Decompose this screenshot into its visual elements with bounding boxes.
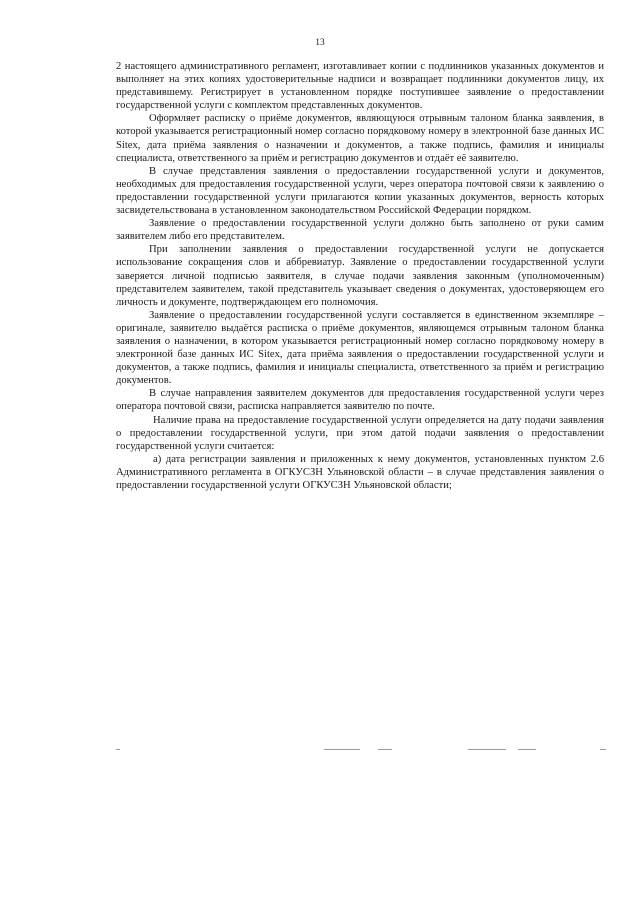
- scan-mark: [378, 749, 392, 750]
- scan-mark: [468, 749, 506, 750]
- paragraph-4: Заявление о предоставлении государственной услуги должно быть заполнено от руки самим заявителем либо его представителем.: [116, 218, 604, 243]
- paragraph-3: В случае представления заявления о предоставлении государственной услуги и документов, необходимых для предоставления государственной услуги, через оператора почтовой связи к заявлению о предоставлении государственной услуги прилагаются копии указанных документов, верность которых засвидетельствована в установленном законодательством Российской Федерации порядком.: [116, 165, 604, 217]
- scan-mark: [116, 749, 120, 750]
- scan-mark: [518, 749, 536, 750]
- page-number: 13: [315, 38, 325, 48]
- paragraph-8: Наличие права на предоставление государственной услуги определяется на дату подачи заявления о предоставлении государственной услуги, при этом датой подачи заявления о предоставлении государственной услуги считается:: [116, 414, 604, 452]
- paragraph-9: а) дата регистрации заявления и приложенных к нему документов, установленных пунктом 2.6 Административного регламента в ОГКУСЗН Ульяновской области – в случае представления заявления о предоставлении государственной услуги ОГКУСЗН Ульяновской области;: [116, 453, 604, 491]
- document-body: [116, 60, 604, 492]
- paragraph-1: 2 настоящего административного регламент, изготавливает копии с подлинников указанных документов и выполняет на этих копиях удостоверительные надписи и возвращает подлинники документов лицу, их представившему. Регистрирует в установленном порядке поступившее заявление о предоставлении государственной услуги с комплектом представленных документов.: [116, 61, 604, 112]
- paragraph-6: Заявление о предоставлении государственной услуги составляется в единственном экземпляре – оригинале, заявителю выдаётся расписка о приёме документов, являющемся отрывным талоном бланка заявления о назначении, в котором указывается регистрационный номер согласно порядковому номеру в электронной базе данных ИС Sitex, дата приёма заявления о предоставлении государственной услуги и документов, а также подпись, фамилия и инициалы специалиста, ответственного за приём и регистрацию документов.: [116, 309, 604, 387]
- scan-mark: [600, 749, 606, 750]
- paragraph-2: Оформляет расписку о приёме документов, являющуюся отрывным талоном бланка заявления, в которой указывается регистрационный номер согласно порядковому номеру в электронной базе данных ИС Sitex, дата приёма заявления о назначении и документов, а также подпись, фамилия и инициалы специалиста, ответственного за приём и регистрацию документов и отдаёт её заявителю.: [116, 113, 604, 164]
- paragraph-5: При заполнении заявления о предоставлении государственной услуги не допускается использование сокращения слов и аббревиатур. Заявление о предоставлении государственной услуги заверяется личной подписью заявителя, в случае подачи заявления законным (уполномоченным) представителем заявителем, такой представитель указывает сведения о документах, удостоверяющем его личность и документе, подтверждающем его полномочия.: [116, 244, 604, 308]
- paragraph-7: В случае направления заявителем документов для предоставления государственной услуги через оператора почтовой связи, расписка направляется заявителю по почте.: [116, 388, 604, 413]
- scan-mark: [324, 749, 360, 750]
- scan-artifact-marks: [116, 749, 606, 751]
